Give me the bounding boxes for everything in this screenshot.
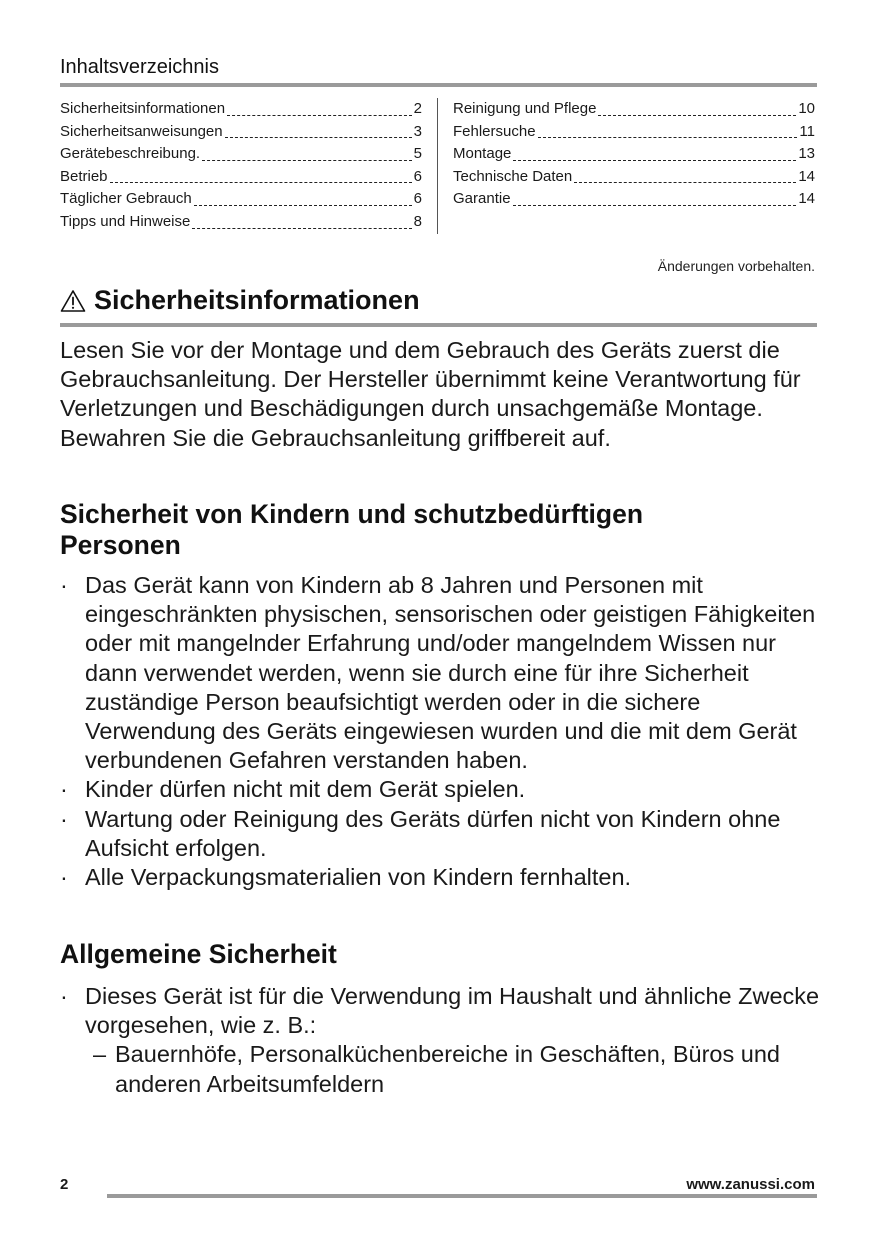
toc-entry-page: 2 [413, 100, 422, 117]
bullet-marker: · [60, 983, 68, 1009]
list-item-text: Wartung oder Reinigung des Geräts dürfen nicht von Kindern ohne Aufsicht erfolgen. [85, 805, 781, 861]
toc-leader [192, 228, 411, 229]
toc-entry[interactable] [453, 121, 815, 144]
general-safety-list [60, 982, 820, 1099]
toc-entry-page: 5 [413, 145, 422, 163]
page-number: 2 [60, 1176, 69, 1193]
list-item [60, 775, 820, 804]
toc-entry[interactable] [453, 188, 815, 211]
list-item [60, 863, 820, 892]
toc-entry-label: Reinigung und Pflege [453, 100, 597, 117]
toc-entry-label: Sicherheitsanweisungen [60, 122, 223, 140]
subheading-general-safety: Allgemeine Sicherheit [60, 939, 337, 969]
bullet-marker: · [60, 805, 68, 832]
toc-entry-page: 11 [799, 122, 815, 140]
toc-rule [60, 83, 817, 87]
toc-entry-label: Technische Daten [453, 167, 573, 185]
section-rule [60, 323, 817, 327]
toc-entry-label: Tipps und Hinweise [60, 212, 191, 230]
toc-leader [227, 115, 412, 116]
toc-entry-label: Fehlersuche [453, 122, 536, 140]
changes-reserved-note: Änderungen vorbehalten. [657, 258, 815, 274]
toc-column-right [453, 98, 815, 211]
toc-title: Inhaltsverzeichnis [60, 56, 219, 78]
safety-intro-paragraph: Lesen Sie vor der Montage und dem Gebrauch des Geräts zuerst die Gebrauchsanleitung. Der Hersteller übernimmt keine Verantwortung für Verletzungen und Beschädigungen durch unsachgemäße Montage. Bewahren Sie die Gebrauchsanleitung griffbereit auf. [60, 337, 801, 451]
list-item-text: Dieses Gerät ist für die Verwendung im Haushalt und ähnliche Zwecke vorgesehen, wie z. B.: [85, 983, 820, 1039]
toc-entry-label: Täglicher Gebrauch [60, 190, 192, 208]
list-item [60, 982, 820, 1099]
sub-list-item-text: Bauernhöfe, Personalküchenbereiche in Geschäften, Büros und anderen Arbeitsumfeldern [115, 1041, 780, 1097]
toc-leader [538, 137, 798, 138]
sub-list-item [85, 1040, 820, 1098]
toc-entry-label: Sicherheitsinformationen [60, 100, 226, 117]
child-safety-list [60, 571, 820, 892]
toc-leader [598, 115, 796, 116]
dash-marker: – [93, 1041, 107, 1068]
list-item-text: Das Gerät kann von Kindern ab 8 Jahren und Personen mit eingeschränkten physischen, sensorischen oder geistigen Fähigkeiten oder mit mangelnder Erfahrung und/oder mangelndem Wissen nur dann verwendet werden, wenn sie durch eine für ihre Sicherheit zuständige Person beaufsichtigt werden oder in die sichere Verwendung des Geräts eingewiesen wurden und die mit dem Gerät verbundenen Gefahren verstanden haben. [85, 572, 816, 774]
toc-entry[interactable] [60, 98, 422, 121]
toc-entry-page: 14 [798, 190, 815, 208]
bullet-marker: · [60, 776, 68, 803]
warning-triangle-icon [60, 289, 86, 313]
toc-entry-label: Montage [453, 145, 512, 163]
toc-entry-label: Betrieb [60, 167, 108, 185]
toc-leader [202, 160, 412, 161]
footer-website-link[interactable]: www.zanussi.com [686, 1176, 815, 1193]
toc-entry-label: Gerätebeschreibung. [60, 145, 201, 163]
toc-entry-page: 8 [413, 212, 422, 230]
bullet-marker: · [60, 572, 68, 598]
toc-entry[interactable] [60, 188, 422, 211]
list-item [60, 571, 820, 775]
toc-leader [225, 137, 412, 138]
subheading-child-safety: Sicherheit von Kindern und schutzbedürftigen Personen [60, 499, 644, 560]
list-item-text: Alle Verpackungsmaterialien von Kindern fernhalten. [85, 864, 632, 891]
toc-entry-page: 10 [798, 100, 815, 117]
section-heading-safety-information [60, 285, 420, 316]
toc-entry[interactable] [453, 98, 815, 121]
footer-rule [107, 1194, 817, 1198]
list-item-text: Kinder dürfen nicht mit dem Gerät spielen. [85, 776, 526, 803]
section-title: Sicherheitsinformationen [94, 285, 420, 315]
toc-leader [513, 205, 797, 206]
toc-leader [513, 160, 796, 161]
toc-entry[interactable] [60, 211, 422, 234]
table-of-contents [60, 98, 817, 236]
toc-entry-page: 6 [413, 190, 422, 208]
toc-leader [110, 182, 412, 183]
toc-entry[interactable] [453, 166, 815, 189]
bullet-marker: · [60, 864, 68, 891]
toc-entry-page: 14 [798, 167, 815, 185]
list-item [60, 805, 820, 863]
toc-entry-page: 13 [798, 145, 815, 163]
toc-column-divider [437, 98, 438, 234]
toc-leader [194, 205, 412, 206]
toc-entry[interactable] [453, 143, 815, 166]
toc-entry[interactable] [60, 166, 422, 189]
toc-column-left [60, 98, 422, 234]
sub-list [85, 1040, 820, 1098]
toc-entry-label: Garantie [453, 190, 511, 208]
toc-entry-page: 6 [413, 167, 422, 185]
toc-entry[interactable] [60, 143, 422, 166]
toc-entry[interactable] [60, 121, 422, 144]
toc-entry-page: 3 [413, 122, 422, 140]
toc-leader [574, 182, 796, 183]
